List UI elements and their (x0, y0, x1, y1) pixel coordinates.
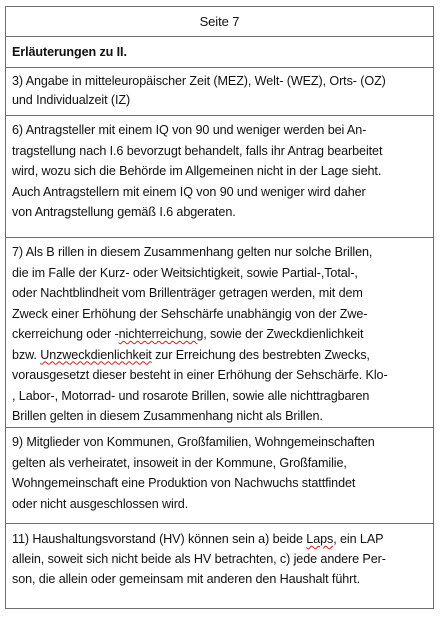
section-heading: Erläuterungen zu II. (12, 45, 127, 59)
note-11-text: , ein LAP (333, 532, 384, 546)
note-7-line: vorausgesetzt dieser besteht in einer Erhöhung der Sehschärfe. Klo- (12, 368, 388, 382)
note-6-line: von Antragstellung gemäß I.6 abgeraten. (12, 205, 236, 219)
note-11-line: son, die allein oder gemeinsam mit anderen den Haushalt führt. (12, 572, 361, 586)
note-7-line: Brillen gelten in diesem Zusammenhang nicht als Brillen. (12, 409, 323, 423)
note-9-line: oder nicht ausgeschlossen wird. (12, 496, 189, 511)
note-7-line: Zweck einer Erhöhung der Sehschärfe unabhängig von der Zwe- (12, 306, 368, 321)
page-title: Seite 7 (199, 14, 240, 29)
note-7-text: zur Erreichung des bestrebten Zwecks, (151, 347, 370, 362)
note-7-line: , Labor-, Motorrad- und rosarote Brillen, sowie alle nichttragbaren (12, 388, 370, 403)
note-6 (6, 116, 433, 238)
note-7-line: oder Nachtblindheit vom Brillenträger getragen werden, mit dem (12, 286, 363, 300)
note-3 (6, 68, 433, 116)
note-9 (6, 428, 433, 524)
note-7-line (12, 324, 427, 345)
note-7-text: ckerreichung oder - (12, 327, 119, 341)
note-11-text: 11) Haushaltungsvorstand (HV) können sein a) beide (12, 532, 307, 546)
note-6-line: tragstellung nach I.6 bevorzugt behandelt, falls ihr Antrag bearbeitet (12, 143, 383, 158)
note-6-line: wird, wozu sich die Behörde im Allgemeinen nicht in der Lage sieht. (12, 164, 382, 178)
note-11-line: allein, soweit sich nicht beide als HV betrachten, c) jede andere Per- (12, 552, 386, 566)
note-7-line: 7) Als B rillen in diesem Zusammenhang gelten nur solche Brillen, (12, 245, 373, 259)
note-7-text: , sowie der Zweckdienlichkeit (203, 327, 364, 341)
section-heading-row (6, 37, 433, 68)
note-3-line: und Individualzeit (IZ) (12, 93, 131, 107)
document-table (5, 6, 434, 609)
spellcheck-word: nichterreichung (118, 327, 204, 341)
note-6-line: Auch Antragstellern mit einem IQ von 90 und weniger wird daher (12, 184, 366, 199)
note-11-line (12, 529, 427, 549)
page-number-row (6, 7, 433, 37)
note-3-line: 3) Angabe in mitteleuropäischer Zeit (MEZ), Welt- (WEZ), Orts- (OZ) (12, 74, 386, 88)
note-7-line (12, 345, 427, 366)
note-7 (6, 238, 433, 428)
note-7-text: bzw. (12, 347, 41, 362)
note-9-line: gelten als verheiratet, insoweit in der Kommune, Großfamilie, (12, 455, 347, 470)
note-11 (6, 524, 433, 609)
note-9-line: 9) Mitglieder von Kommunen, Großfamilien, Wohngemeinschaften (12, 435, 375, 449)
note-7-line: die im Falle der Kurz- oder Weitsichtigkeit, sowie Partial-,Total-, (12, 265, 358, 280)
spellcheck-word: Laps (306, 532, 334, 546)
note-9-line: Wohngemeinschaft eine Produktion von Nachwuchs stattfindet (12, 476, 356, 490)
note-6-line: 6) Antragsteller mit einem IQ von 90 und weniger werden bei An- (12, 123, 367, 137)
spellcheck-word: Unzweckdienlichkeit (40, 347, 152, 362)
